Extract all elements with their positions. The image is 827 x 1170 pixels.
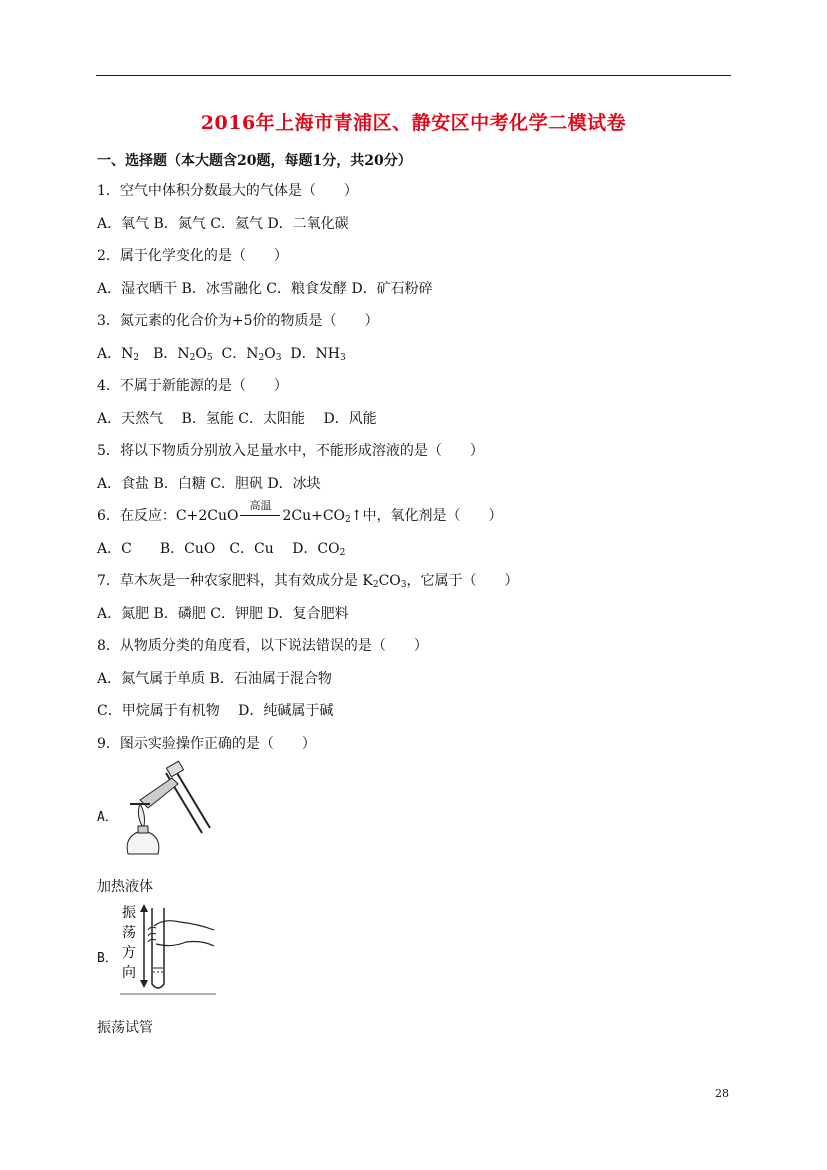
q9-caption-a: 加热液体 — [97, 879, 153, 895]
q9-label-a: A． — [97, 810, 118, 825]
q9-caption-b: 振荡试管 — [97, 1020, 153, 1036]
q8-options-1: A．氮气属于单质 B．石油属于混合物 — [97, 671, 332, 687]
q9-stem: 9．图示实验操作正确的是（ ） — [97, 736, 316, 752]
q6-stem: 6．在反应：C+2CuO 高温 $2Cu+CO_2↑$中，氧化剂是（ ） — [97, 499, 503, 525]
fig-b-char-3: 方 — [122, 945, 136, 961]
q9-label-b: B． — [97, 951, 118, 966]
q5-stem: 5．将以下物质分别放入足量水中，不能形成溶液的是（ ） — [97, 443, 484, 459]
q1-options: A．氧气 B．氮气 C．氦气 D．二氧化碳 — [97, 216, 349, 232]
q3-options: A．$N_2$ B．$N_2O_5$ C．$N_2O_3$ D．$NH_3$ — [97, 346, 346, 363]
q2-options: A．湿衣晒干 B．冰雪融化 C．粮食发酵 D．矿石粉碎 — [97, 281, 433, 297]
q7-stem: 7．草木灰是一种农家肥料，其有效成分是 $K_2CO_3$，它属于（ ） — [97, 573, 519, 590]
q3-stem: 3．氮元素的化合价为+5价的物质是（ ） — [97, 313, 379, 329]
section-heading: 一、选择题（本大题含20题，每题1分，共20分） — [97, 153, 412, 169]
q2-stem: 2．属于化学变化的是（ ） — [97, 248, 288, 264]
q4-options: A．天然气 B．氢能 C．太阳能 D．风能 — [97, 411, 377, 427]
q4-stem: 4．不属于新能源的是（ ） — [97, 378, 288, 394]
page-number: 28 — [715, 1087, 729, 1100]
q5-options: A．食盐 B．白糖 C．胆矾 D．冰块 — [97, 476, 321, 492]
fig-b-char-4: 向 — [122, 965, 136, 981]
q8-options-2: C．甲烷属于有机物 D．纯碱属于碱 — [97, 703, 334, 719]
heating-liquid-figure — [120, 760, 213, 856]
reaction-arrow: 高温 — [238, 507, 282, 525]
q7-options: A．氮肥 B．磷肥 C．钾肥 D．复合肥料 — [97, 606, 349, 622]
page-title: 2016年上海市青浦区、静安区中考化学二模试卷 — [200, 112, 627, 134]
fig-b-char-1: 振 — [122, 905, 136, 921]
fig-b-char-2: 荡 — [122, 925, 136, 941]
q1-stem: 1．空气中体积分数最大的气体是（ ） — [97, 183, 358, 199]
shaking-tube-figure — [120, 900, 216, 995]
q6-options: A．C B．CuO C．Cu D．$CO_2$ — [97, 541, 346, 558]
header-rule — [96, 75, 731, 76]
q8-stem: 8．从物质分类的角度看，以下说法错误的是（ ） — [97, 638, 428, 654]
